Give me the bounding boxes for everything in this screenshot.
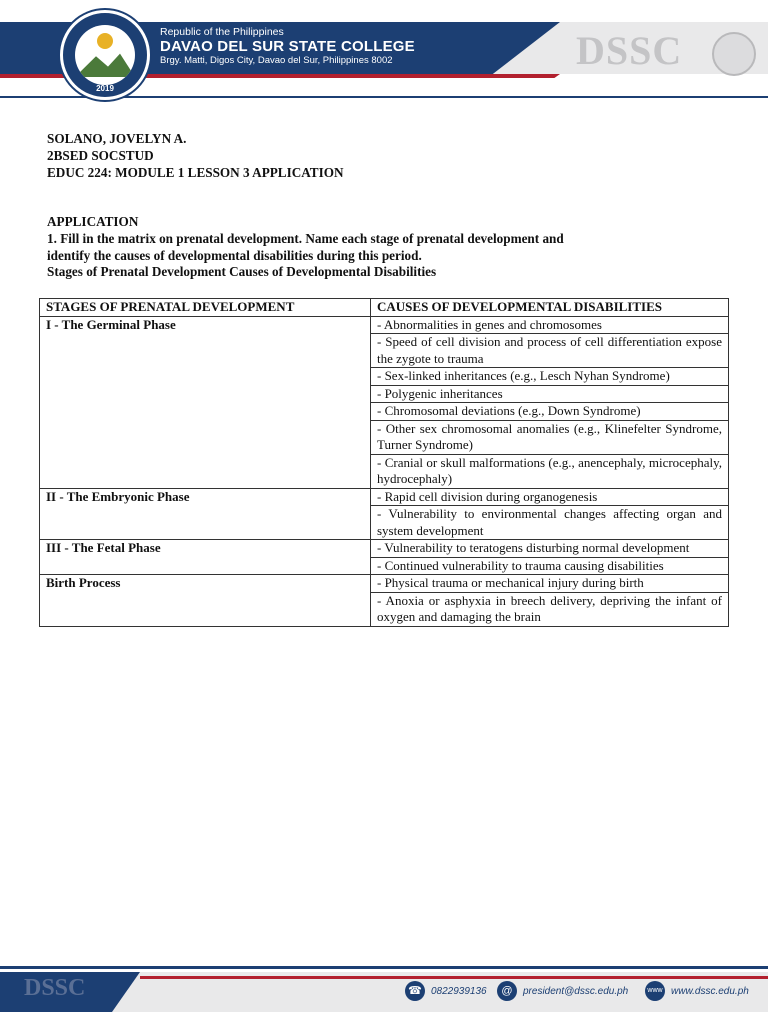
- table-subheading: Stages of Prenatal Development Causes of Developmental Disabilities: [47, 264, 437, 280]
- stage-name: III - The Fetal Phase: [40, 540, 371, 575]
- email-address: president@dssc.edu.ph: [523, 986, 629, 997]
- seal-sun-icon: [97, 33, 113, 49]
- college-address: Brgy. Matti, Digos City, Davao del Sur, Philippines 8002: [160, 55, 393, 66]
- course-title: EDUC 224: MODULE 1 LESSON 3 APPLICATION: [47, 164, 344, 180]
- stage-name: II - The Embryonic Phase: [40, 488, 371, 540]
- footer-phone: [405, 981, 487, 1003]
- seal-year: 2019: [96, 84, 114, 93]
- table-row: [40, 488, 729, 506]
- header-text: [160, 26, 415, 67]
- instruction-line-2: identify the causes of developmental disabilities during this period.: [47, 247, 422, 263]
- seal-emblem: [75, 25, 135, 85]
- stage-name: I - The Germinal Phase: [40, 316, 371, 488]
- seal-mountain-icon: [75, 51, 135, 77]
- footer-top-line: [0, 966, 768, 969]
- matrix-body: [40, 316, 729, 626]
- footer-red-stripe: [140, 976, 768, 979]
- application-heading: APPLICATION: [47, 214, 139, 229]
- cause-item: - Speed of cell division and process of cell differentiation expose the zygote to trauma: [371, 334, 729, 368]
- website-url: www.dssc.edu.ph: [671, 986, 749, 997]
- page-footer: [0, 966, 768, 1024]
- cause-item: - Sex-linked inheritances (e.g., Lesch Nyhan Syndrome): [371, 368, 729, 386]
- cause-item: - Chromosomal deviations (e.g., Down Syndrome): [371, 403, 729, 421]
- cause-item: - Cranial or skull malformations (e.g., anencephaly, microcephaly, hydrocephaly): [371, 454, 729, 488]
- table-row: [40, 575, 729, 593]
- application-section: [47, 214, 727, 281]
- college-seal-icon: [60, 10, 150, 100]
- phone-icon: ☎: [405, 981, 425, 1001]
- footer-logo-text: DSSC: [24, 975, 86, 1001]
- at-icon: @: [497, 981, 517, 1001]
- table-header-row: [40, 299, 729, 317]
- www-icon: www: [645, 981, 665, 1001]
- letterhead: [0, 0, 768, 100]
- column-header-causes: CAUSES OF DEVELOPMENTAL DISABILITIES: [371, 299, 729, 317]
- prenatal-development-matrix: [39, 298, 729, 627]
- student-info: [47, 131, 727, 181]
- cause-item: - Rapid cell division during organogenesis: [371, 488, 729, 506]
- secondary-seal-icon: [712, 32, 756, 76]
- footer-website: [645, 981, 749, 1003]
- college-name: DAVAO DEL SUR STATE COLLEGE: [160, 38, 415, 55]
- instruction-line-1: 1. Fill in the matrix on prenatal development. Name each stage of prenatal development and: [47, 230, 564, 246]
- table-row: [40, 316, 729, 334]
- cause-item: - Continued vulnerability to trauma causing disabilities: [371, 557, 729, 575]
- stage-name: Birth Process: [40, 575, 371, 627]
- cause-item: - Anoxia or asphyxia in breech delivery, depriving the infant of oxygen and damaging the brain: [371, 592, 729, 626]
- cause-item: - Abnormalities in genes and chromosomes: [371, 316, 729, 334]
- student-name: SOLANO, JOVELYN A.: [47, 131, 187, 146]
- cause-item: - Other sex chromosomal anomalies (e.g., Klinefelter Syndrome, Turner Syndrome): [371, 420, 729, 454]
- cause-item: - Vulnerability to teratogens disturbing normal development: [371, 540, 729, 558]
- footer-email: [497, 981, 628, 1003]
- student-section: 2BSED SOCSTUD: [47, 147, 154, 163]
- cause-item: - Vulnerability to environmental changes affecting organ and system development: [371, 506, 729, 540]
- column-header-stages: STAGES OF PRENATAL DEVELOPMENT: [40, 299, 371, 317]
- dssc-logo-text: DSSC: [576, 28, 683, 73]
- cause-item: - Polygenic inheritances: [371, 385, 729, 403]
- cause-item: - Physical trauma or mechanical injury during birth: [371, 575, 729, 593]
- phone-number: 0822939136: [431, 986, 487, 997]
- republic-label: Republic of the Philippines: [160, 26, 284, 38]
- table-row: [40, 540, 729, 558]
